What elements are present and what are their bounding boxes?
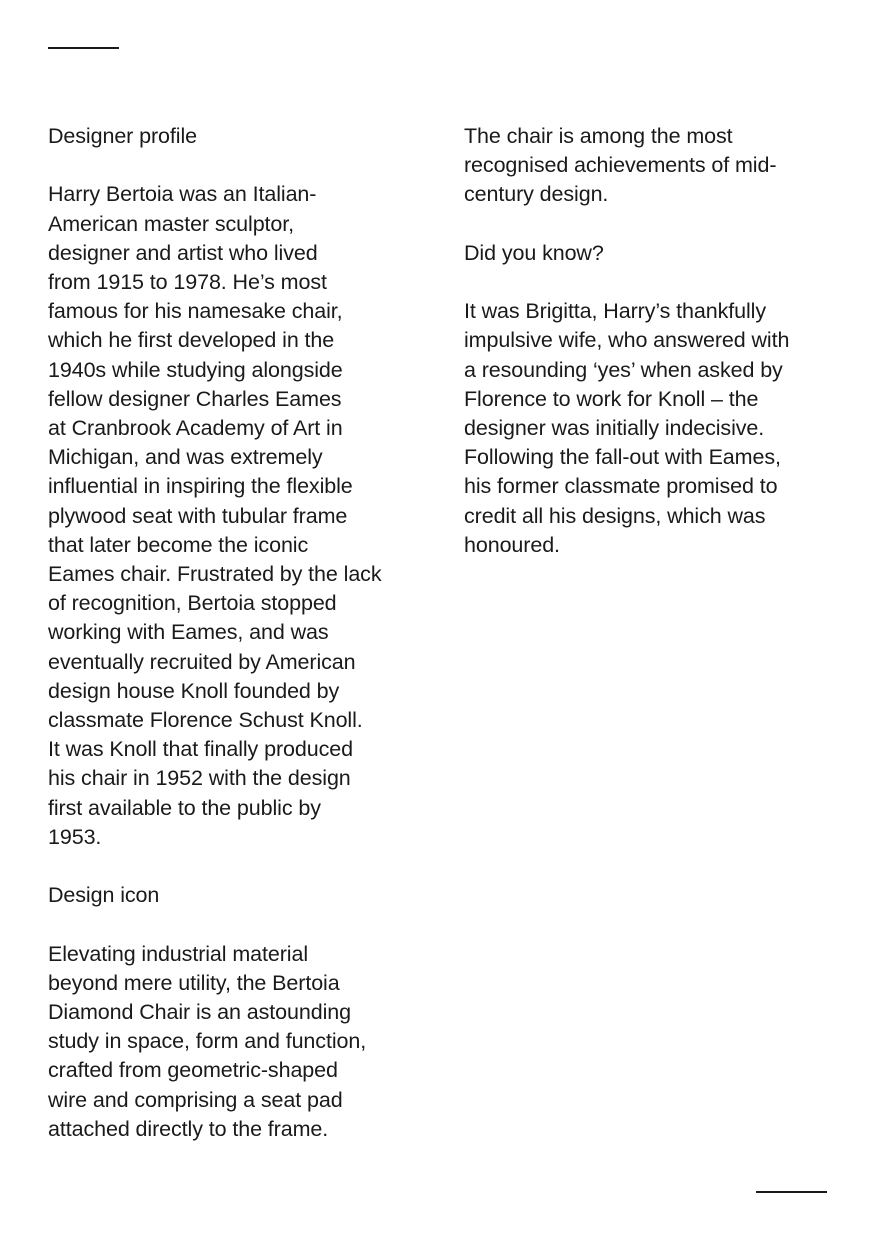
heading-design-icon: Design icon <box>48 883 160 908</box>
paragraph-designer-profile <box>48 180 420 852</box>
text-line: It was Brigitta, Harry’s thankfully <box>464 299 766 324</box>
text-line: a resounding ‘yes’ when asked by <box>464 357 783 382</box>
heading-designer-profile: Designer profile <box>48 124 197 148</box>
text-line: first available to the public by <box>48 795 321 820</box>
right-column <box>464 122 834 589</box>
text-line: designer was initially indecisive. <box>464 416 765 440</box>
text-line: Florence to work for Knoll – the <box>464 386 759 411</box>
text-line: credit all his designs, which was <box>464 503 766 528</box>
text-line: eventually recruited by American <box>48 649 356 674</box>
paragraph-design-icon <box>48 940 420 1144</box>
text-line: famous for his namesake chair, <box>48 299 343 324</box>
heading-did-you-know: Did you know? <box>464 240 604 265</box>
text-line: from 1915 to 1978. He’s most <box>48 270 327 294</box>
text-line: impulsive wife, who answered with <box>464 328 790 353</box>
text-line: beyond mere utility, the Bertoia <box>48 970 340 995</box>
text-line: his former classmate promised to <box>464 474 778 499</box>
text-line: Elevating industrial material <box>48 941 309 966</box>
text-line: Following the fall-out with Eames, <box>464 445 781 470</box>
text-line: fellow designer Charles Eames <box>48 386 342 411</box>
text-line: designer and artist who lived <box>48 240 318 265</box>
text-line: recognised achievements of mid- <box>464 153 777 178</box>
text-line: The chair is among the most <box>464 124 733 148</box>
text-line: honoured. <box>464 532 560 557</box>
paragraph-did-you-know <box>464 297 834 560</box>
text-line: classmate Florence Schust Knoll. <box>48 708 363 733</box>
left-column <box>48 122 420 1173</box>
top-rule <box>48 47 119 49</box>
text-line: design house Knoll founded by <box>48 678 340 703</box>
text-line: working with Eames, and was <box>48 620 329 645</box>
text-line: 1953. <box>48 824 102 849</box>
text-line: Diamond Chair is an astounding <box>48 1000 351 1025</box>
text-line: influential in inspiring the flexible <box>48 474 353 499</box>
text-line: century design. <box>464 182 609 207</box>
text-line: Michigan, and was extremely <box>48 445 323 470</box>
text-line: 1940s while studying alongside <box>48 357 343 382</box>
text-line: attached directly to the frame. <box>48 1116 329 1141</box>
paragraph-design-icon-continued <box>464 122 834 210</box>
text-line: crafted from geometric-shaped <box>48 1058 338 1083</box>
text-line: study in space, form and function, <box>48 1029 367 1054</box>
bottom-rule <box>756 1191 827 1193</box>
text-line: plywood seat with tubular frame <box>48 503 348 528</box>
text-line: Harry Bertoia was an Italian- <box>48 182 317 207</box>
text-line: which he first developed in the <box>48 328 335 353</box>
text-line: his chair in 1952 with the design <box>48 766 351 791</box>
text-line: Eames chair. Frustrated by the lack <box>48 562 382 587</box>
text-line: of recognition, Bertoia stopped <box>48 591 337 616</box>
text-line: It was Knoll that finally produced <box>48 737 353 762</box>
text-line: wire and comprising a seat pad <box>48 1087 343 1112</box>
text-line: American master sculptor, <box>48 211 295 236</box>
text-line: at Cranbrook Academy of Art in <box>48 416 343 441</box>
text-line: that later become the iconic <box>48 532 309 557</box>
